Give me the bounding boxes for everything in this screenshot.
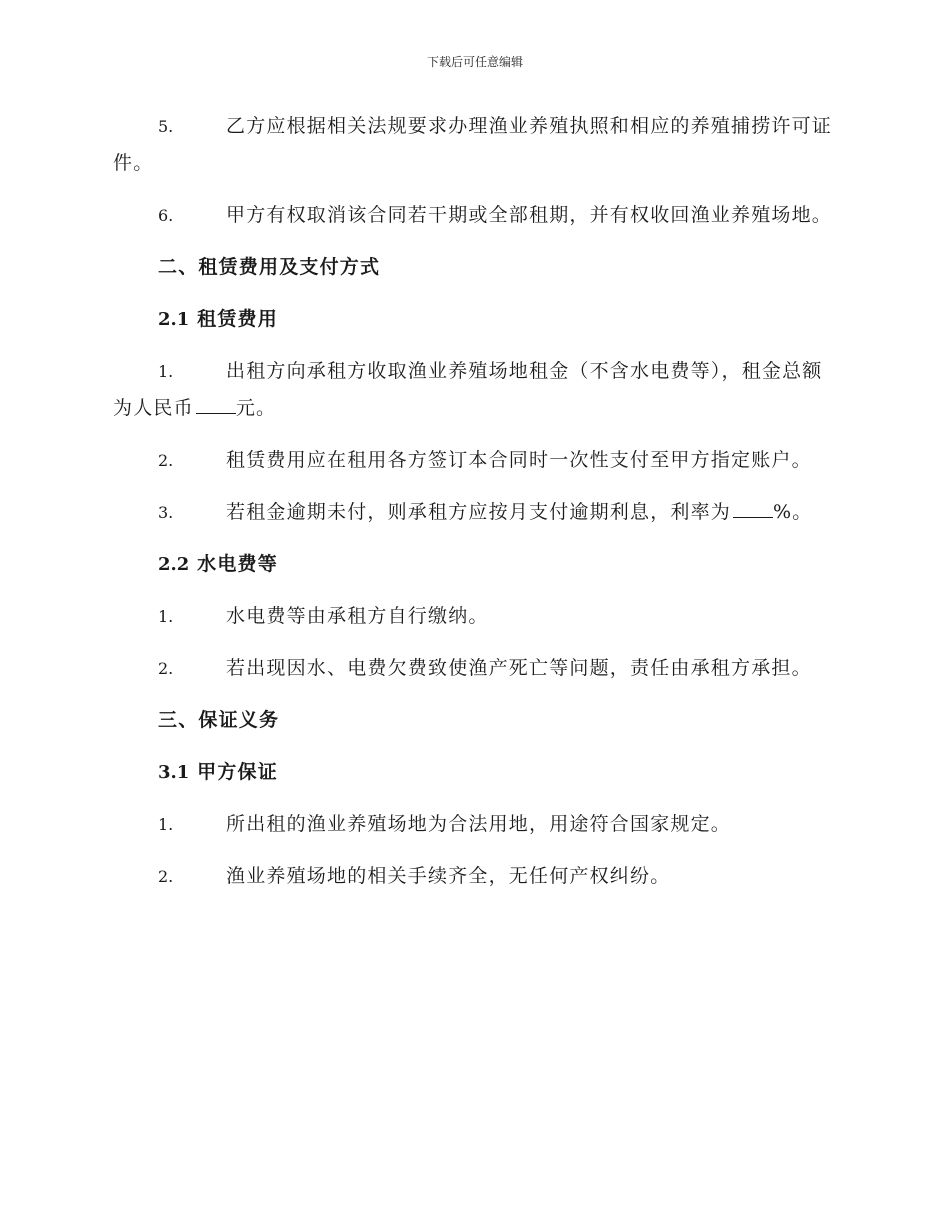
clause-number: 3. xyxy=(158,503,174,522)
heading-number: 3.1 xyxy=(158,762,190,783)
clause-text: 若出现因水、电费欠费致使渔产死亡等问题，责任由承租方承担。 xyxy=(226,657,812,679)
clause-number: 2. xyxy=(158,451,174,470)
section-heading xyxy=(158,249,835,286)
clause-item xyxy=(113,197,835,234)
section-heading xyxy=(158,702,835,739)
clause-number: 1. xyxy=(158,362,174,381)
document-body xyxy=(113,108,835,910)
clause-text: 甲方有权取消该合同若干期或全部租期，并有权收回渔业养殖场地。 xyxy=(226,204,833,226)
clause-item xyxy=(113,353,835,427)
clause-text-end: 元。 xyxy=(235,397,277,419)
heading-text: 二、租赁费用及支付方式 xyxy=(158,256,381,278)
fill-in-blank[interactable] xyxy=(196,391,236,414)
clause-number: 1. xyxy=(158,815,174,834)
subsection-heading xyxy=(158,301,835,338)
heading-text: 水电费等 xyxy=(197,553,278,575)
clause-number: 6. xyxy=(158,206,174,225)
clause-number: 2. xyxy=(158,659,174,678)
heading-number: 2.1 xyxy=(158,309,190,330)
clause-text-end: %。 xyxy=(773,501,813,523)
clause-number: 2. xyxy=(158,867,174,886)
heading-text: 甲方保证 xyxy=(197,761,278,783)
clause-item xyxy=(113,494,835,531)
clause-item xyxy=(113,108,835,182)
clause-text: 若租金逾期未付，则承租方应按月支付逾期利息，利率为 xyxy=(226,501,732,523)
clause-text: 出租方向承租方收取渔业养殖场地租金（不含水电费等），租金总额为人民币 xyxy=(113,360,823,419)
clause-text: 水电费等由承租方自行缴纳。 xyxy=(226,605,489,627)
page-header: 下载后可任意编辑 xyxy=(426,55,523,69)
heading-number: 2.2 xyxy=(158,554,190,575)
clause-item xyxy=(113,858,835,895)
clause-number: 5. xyxy=(158,117,174,136)
subsection-heading xyxy=(158,754,835,791)
clause-text: 渔业养殖场地的相关手续齐全，无任何产权纠纷。 xyxy=(226,865,671,887)
clause-text: 乙方应根据相关法规要求办理渔业养殖执照和相应的养殖捕捞许可证件。 xyxy=(113,115,833,174)
clause-number: 1. xyxy=(158,607,174,626)
subsection-heading xyxy=(158,546,835,583)
fill-in-blank[interactable] xyxy=(733,495,773,518)
clause-item xyxy=(113,442,835,479)
clause-item xyxy=(113,650,835,687)
clause-item xyxy=(113,598,835,635)
heading-text: 三、保证义务 xyxy=(158,709,280,731)
clause-item xyxy=(113,806,835,843)
heading-text: 租赁费用 xyxy=(197,308,278,330)
clause-text: 所出租的渔业养殖场地为合法用地，用途符合国家规定。 xyxy=(226,813,732,835)
clause-text: 租赁费用应在租用各方签订本合同时一次性支付至甲方指定账户。 xyxy=(226,449,812,471)
